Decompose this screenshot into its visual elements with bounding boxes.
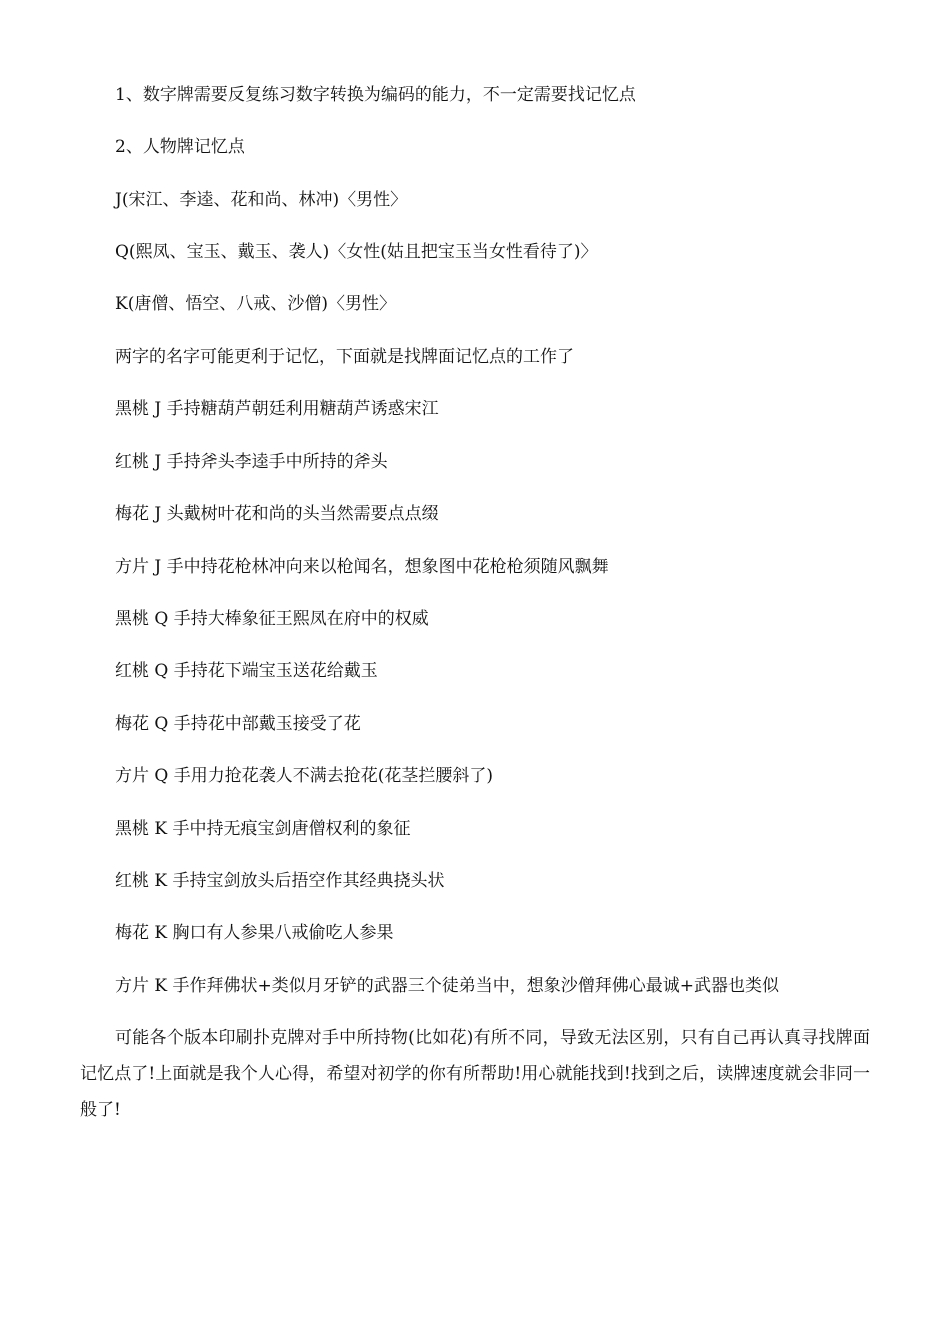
text-line-4: Q(熙凤、宝玉、戴玉、袭人)〈女性(姑且把宝玉当女性看待了)〉: [115, 242, 598, 262]
text-line-8: 红桃 J 手持斧头李逵手中所持的斧头: [115, 452, 388, 472]
text-line-1: 1、数字牌需要反复练习数字转换为编码的能力，不一定需要找记忆点: [115, 85, 636, 105]
text-line-15: 黑桃 K 手中持无痕宝剑唐僧权利的象征: [115, 819, 411, 839]
text-line-16: 红桃 K 手持宝剑放头后捂空作其经典挠头状: [115, 871, 445, 891]
text-line-13: 梅花 Q 手持花中部戴玉接受了花: [115, 714, 361, 734]
text-line-12: 红桃 Q 手持花下端宝玉送花给戴玉: [115, 661, 378, 681]
text-line-17: 梅花 K 胸口有人参果八戒偷吃人参果: [115, 923, 394, 943]
text-line-7: 黑桃 J 手持糖葫芦朝廷利用糖葫芦诱惑宋江: [115, 399, 439, 419]
text-line-18: 方片 K 手作拜佛状+类似月牙铲的武器三个徒弟当中，想象沙僧拜佛心最诚+武器也类似: [115, 976, 779, 996]
text-line-10: 方片 J 手中持花枪林冲向来以枪闻名，想象图中花枪枪须随风飘舞: [115, 557, 609, 577]
text-line-14: 方片 Q 手用力抢花袭人不满去抢花(花茎拦腰斜了): [115, 766, 494, 786]
text-line-3: J(宋江、李逵、花和尚、林冲)〈男性〉: [115, 190, 408, 210]
text-line-6: 两字的名字可能更利于记忆，下面就是找牌面记忆点的工作了: [115, 347, 574, 367]
text-line-9: 梅花 J 头戴树叶花和尚的头当然需要点点缀: [115, 504, 439, 524]
text-line-5: K(唐僧、悟空、八戒、沙僧)〈男性〉: [115, 294, 396, 314]
text-line-2: 2、人物牌记忆点: [115, 137, 245, 157]
text-line-11: 黑桃 Q 手持大棒象征王熙凤在府中的权威: [115, 609, 429, 629]
closing-paragraph: 可能各个版本印刷扑克牌对手中所持物(比如花)有所不同，导致无法区别，只有自己再认真寻找牌面记忆点了!上面就是我个人心得，希望对初学的你有所帮助!用心就能找到!找到之后，读牌速度就会非同一般了!: [80, 1028, 870, 1120]
